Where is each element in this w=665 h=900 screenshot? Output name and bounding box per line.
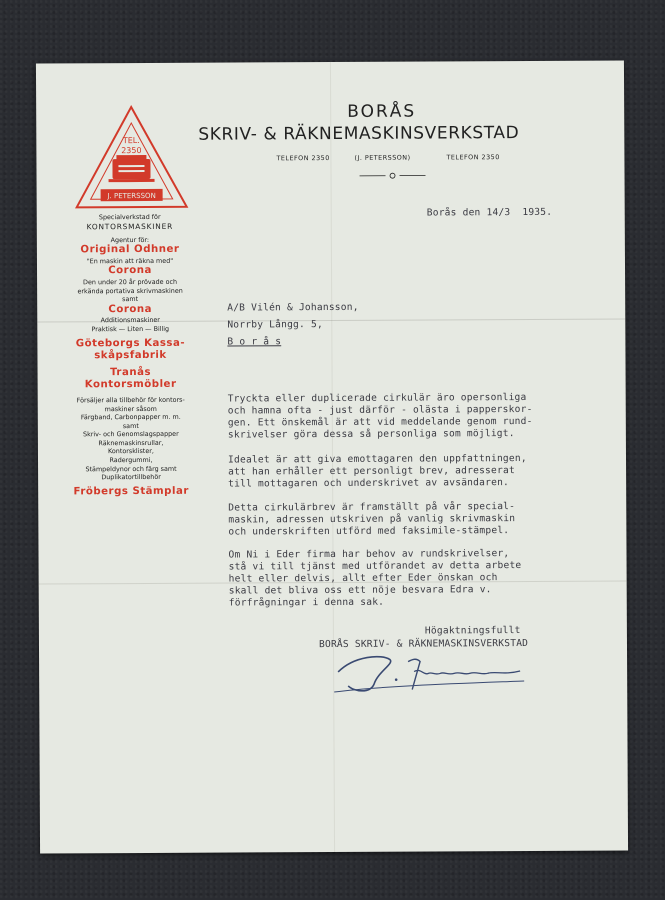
paragraph-line: och underskriften utförd med faksimile-stämpel. <box>228 525 510 538</box>
letter-paper <box>36 60 628 853</box>
paragraph-line: Om Ni i Eder firma har behov av rundskrivelser, <box>228 548 510 561</box>
address-city: B o r å s <box>227 336 282 348</box>
supplies-text: Räknemaskinsrullar, <box>98 438 164 448</box>
supplies-text: Försäljer alla tillbehör för kontors- <box>76 395 185 405</box>
company-logo <box>72 103 191 214</box>
phone-right: TELEFON 2350 <box>446 153 500 162</box>
closing-company: BORÅS SKRIV- & RÄKNEMASKINSVERKSTAD <box>318 637 529 651</box>
special-heading: KONTORSMASKINER <box>86 221 174 231</box>
brand-odhner: Original Odhner <box>80 243 180 256</box>
owner-name: (J. PETERSSON) <box>354 153 411 162</box>
corona-additions-slogan: Praktisk — Liten — Billig <box>91 324 170 334</box>
paragraph-line: skall det bliva oss ett nöje besvara Edra v. <box>228 584 492 597</box>
brand-goteborgs: Göteborgs Kassa- <box>75 337 186 349</box>
phone-left: TELEFON 2350 <box>276 154 330 163</box>
supplies-text: Kontorsklister, <box>107 447 154 456</box>
letter-date: Borås den 14/3 1935. <box>426 206 553 219</box>
corona-desc: samt <box>122 295 139 304</box>
address-line: Norrby Långg. 5, <box>227 319 323 331</box>
brand-frobergs: Fröbergs Stämplar <box>73 485 189 498</box>
ornament-divider <box>360 172 426 180</box>
supplies-text: Färgband, Carbonpapper m. m. <box>80 412 181 422</box>
paragraph-line: att han erhåller ett personligt brev, adresserat <box>228 465 515 478</box>
paragraph-line: stå vi till tjänst med utförandet av detta arbete <box>228 560 522 573</box>
paragraph-line: och hamna ofta - just därför - olästa i papperskor- <box>227 403 533 417</box>
handwritten-signature <box>324 649 534 696</box>
sidebar-advertisement <box>49 213 212 499</box>
paragraph-line: helt eller delvis, allt efter Eder önskan och <box>228 572 498 585</box>
brand-tranas: Kontorsmöbler <box>84 379 177 391</box>
address-line: A/B Vilén & Johansson, <box>227 301 359 314</box>
paragraph-line: gen. Ett önskemål är att vid meddelande genom rund- <box>227 415 533 429</box>
corona-desc: erkända portativa skrivmaskinen <box>77 286 183 295</box>
paragraph-line: förfrågningar i denna sak. <box>228 596 385 609</box>
paragraph-line: Idealet är att giva emottagaren den uppfattningen, <box>227 452 527 466</box>
paragraph-line: Tryckta eller duplicerade cirkulär äro opersonliga <box>227 391 527 405</box>
paragraph-line: Detta cirkulärbrev är framställt på vår special- <box>228 501 516 514</box>
brand-tranas: Tranås <box>110 366 152 378</box>
odhner-slogan: "En maskin att räkna med" <box>86 256 174 266</box>
special-text: Specialverkstad för <box>98 212 161 222</box>
supplies-text: Radergummi, <box>109 456 153 465</box>
supplies-text: Stämpeldynor och färg samt <box>85 464 177 473</box>
brand-corona: Corona <box>108 265 152 277</box>
paragraph-line: till mottagaren och underskrivet av avsändaren. <box>228 477 510 490</box>
brand-corona-additions: Corona <box>108 303 153 315</box>
brand-goteborgs: skåpsfabrik <box>94 349 167 362</box>
logo-name: J. PETERSSON <box>107 191 156 201</box>
closing: Högaktningsfullt <box>424 625 521 637</box>
corona-desc: Den under 20 år prövade och <box>83 277 178 287</box>
supplies-text: Duplikatortillbehör <box>101 473 161 482</box>
supplies-text: maskiner såsom <box>104 404 157 413</box>
supplies-text: Skriv- och Genomslagspapper <box>82 430 179 439</box>
logo-tel: TEL. <box>122 136 140 146</box>
letterhead-company: SKRIV- & RÄKNEMASKINSVERKSTAD <box>198 123 520 145</box>
paragraph-line: maskin, adressen utskriven på vanlig skrivmaskin <box>228 513 516 526</box>
paragraph-line: skrivelser göra dessa så personliga som möjligt. <box>227 428 515 441</box>
letterhead-city: BORÅS <box>347 101 417 122</box>
agentur-text: Agentur för: <box>110 235 150 244</box>
corona-additions-desc: Additionsmaskiner <box>100 316 160 325</box>
logo-tel-number: 2350 <box>121 145 142 156</box>
supplies-text: samt <box>122 421 139 430</box>
